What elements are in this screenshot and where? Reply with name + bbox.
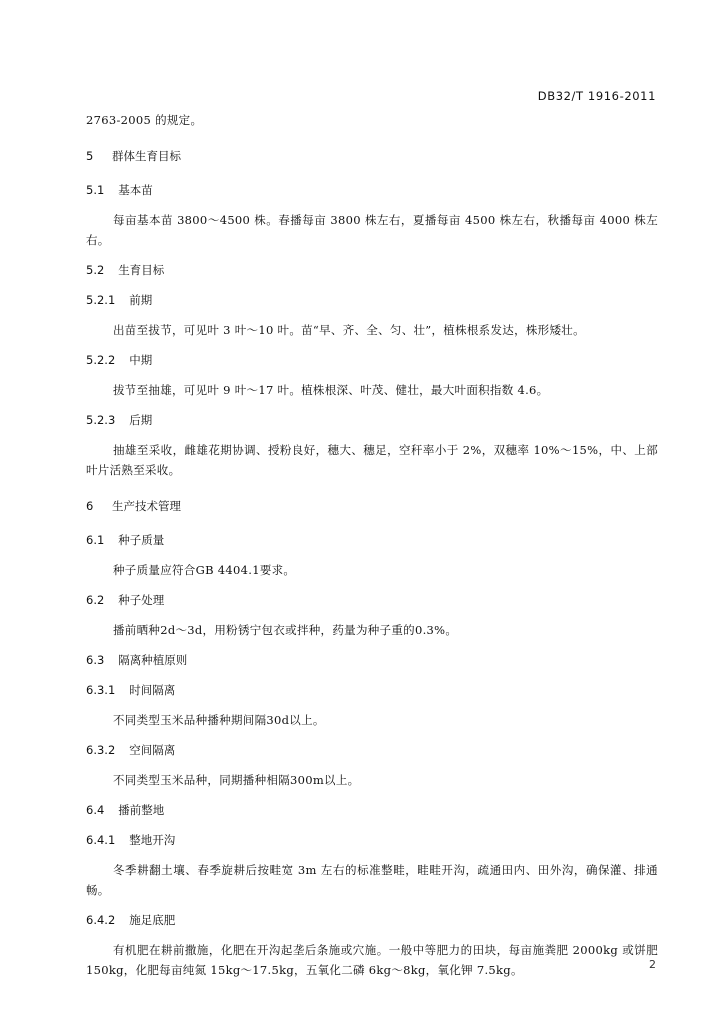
section-title: 中期 xyxy=(129,353,153,367)
section-number: 5.2 xyxy=(86,263,105,277)
section-heading-5 xyxy=(86,146,658,166)
section-heading-6-2 xyxy=(86,590,658,610)
paragraph: 拔节至抽雄，可见叶 9 叶～17 叶。植株根深、叶茂、健壮，最大叶面积指数 4.6。 xyxy=(113,383,549,397)
section-number: 6.4 xyxy=(86,803,105,817)
paragraph: 2763-2005 的规定。 xyxy=(86,113,203,127)
section-title: 前期 xyxy=(129,293,153,307)
paragraph: 不同类型玉米品种播种期间隔30d以上。 xyxy=(113,713,325,727)
section-number: 6.3 xyxy=(86,653,105,667)
paragraph: 种子质量应符合GB 4404.1要求。 xyxy=(113,563,296,577)
section-heading-5-2-2 xyxy=(86,350,658,370)
section-title: 空间隔离 xyxy=(129,743,176,757)
section-title: 施足底肥 xyxy=(129,913,176,927)
section-heading-5-2 xyxy=(86,260,658,280)
paragraph: 有机肥在耕前撒施，化肥在开沟起垄后条施或穴施。一般中等肥力的田块，每亩施粪肥 2000kg 或饼肥 150kg，化肥每亩纯氮 15kg～17.5kg，五氧化二磷 6kg～8kg，氧化钾 7.5kg。 xyxy=(86,943,658,977)
section-number: 6 xyxy=(86,499,94,513)
section-number: 6.4.1 xyxy=(86,833,116,847)
paragraph: 每亩基本苗 3800～4500 株。春播每亩 3800 株左右，夏播每亩 4500 株左右，秋播每亩 4000 株左右。 xyxy=(86,213,658,247)
section-number: 6.3.1 xyxy=(86,683,116,697)
section-number: 6.4.2 xyxy=(86,913,116,927)
section-number: 6.2 xyxy=(86,593,105,607)
paragraph: 播前晒种2d～3d，用粉锈宁包衣或拌种，药量为种子重的0.3%。 xyxy=(113,623,458,637)
section-number: 5.2.2 xyxy=(86,353,116,367)
section-heading-6-4-1 xyxy=(86,830,658,850)
section-heading-6-4-2 xyxy=(86,910,658,930)
section-heading-6 xyxy=(86,496,658,516)
section-title: 隔离种植原则 xyxy=(118,653,188,667)
section-heading-6-4 xyxy=(86,800,658,820)
section-heading-6-3-2 xyxy=(86,740,658,760)
section-heading-5-1 xyxy=(86,180,658,200)
page-number: 2 xyxy=(649,958,656,971)
section-title: 生产技术管理 xyxy=(112,499,181,513)
section-title: 整地开沟 xyxy=(129,833,176,847)
section-title: 种子处理 xyxy=(118,593,165,607)
section-number: 5 xyxy=(86,149,94,163)
section-title: 基本苗 xyxy=(118,183,153,197)
paragraph: 抽雄至采收，雌雄花期协调、授粉良好，穗大、穗足，空秆率小于 2%，双穗率 10%～15%，中、上部叶片活熟至采收。 xyxy=(86,443,658,477)
section-number: 5.2.3 xyxy=(86,413,116,427)
section-title: 时间隔离 xyxy=(129,683,176,697)
section-title: 后期 xyxy=(129,413,153,427)
section-heading-6-3 xyxy=(86,650,658,670)
section-heading-5-2-3 xyxy=(86,410,658,430)
paragraph: 冬季耕翻土壤、春季旋耕后按畦宽 3m 左右的标准整畦，畦畦开沟，疏通田内、田外沟，确保灌、排通畅。 xyxy=(86,863,658,897)
section-heading-5-2-1 xyxy=(86,290,658,310)
section-title: 生育目标 xyxy=(118,263,165,277)
section-title: 播前整地 xyxy=(118,803,165,817)
paragraph: 不同类型玉米品种，同期播种相隔300m以上。 xyxy=(113,773,360,787)
section-heading-6-3-1 xyxy=(86,680,658,700)
paragraph: 出苗至拔节，可见叶 3 叶～10 叶。苗“早、齐、全、匀、壮”，植株根系发达，株形矮壮。 xyxy=(113,323,585,337)
section-number: 6.3.2 xyxy=(86,743,116,757)
section-title: 群体生育目标 xyxy=(112,149,181,163)
section-number: 5.1 xyxy=(86,183,105,197)
section-title: 种子质量 xyxy=(118,533,165,547)
section-heading-6-1 xyxy=(86,530,658,550)
section-number: 5.2.1 xyxy=(86,293,116,307)
document-body xyxy=(86,110,658,990)
section-number: 6.1 xyxy=(86,533,105,547)
standard-code-header: DB32/T 1916-2011 xyxy=(537,89,656,103)
